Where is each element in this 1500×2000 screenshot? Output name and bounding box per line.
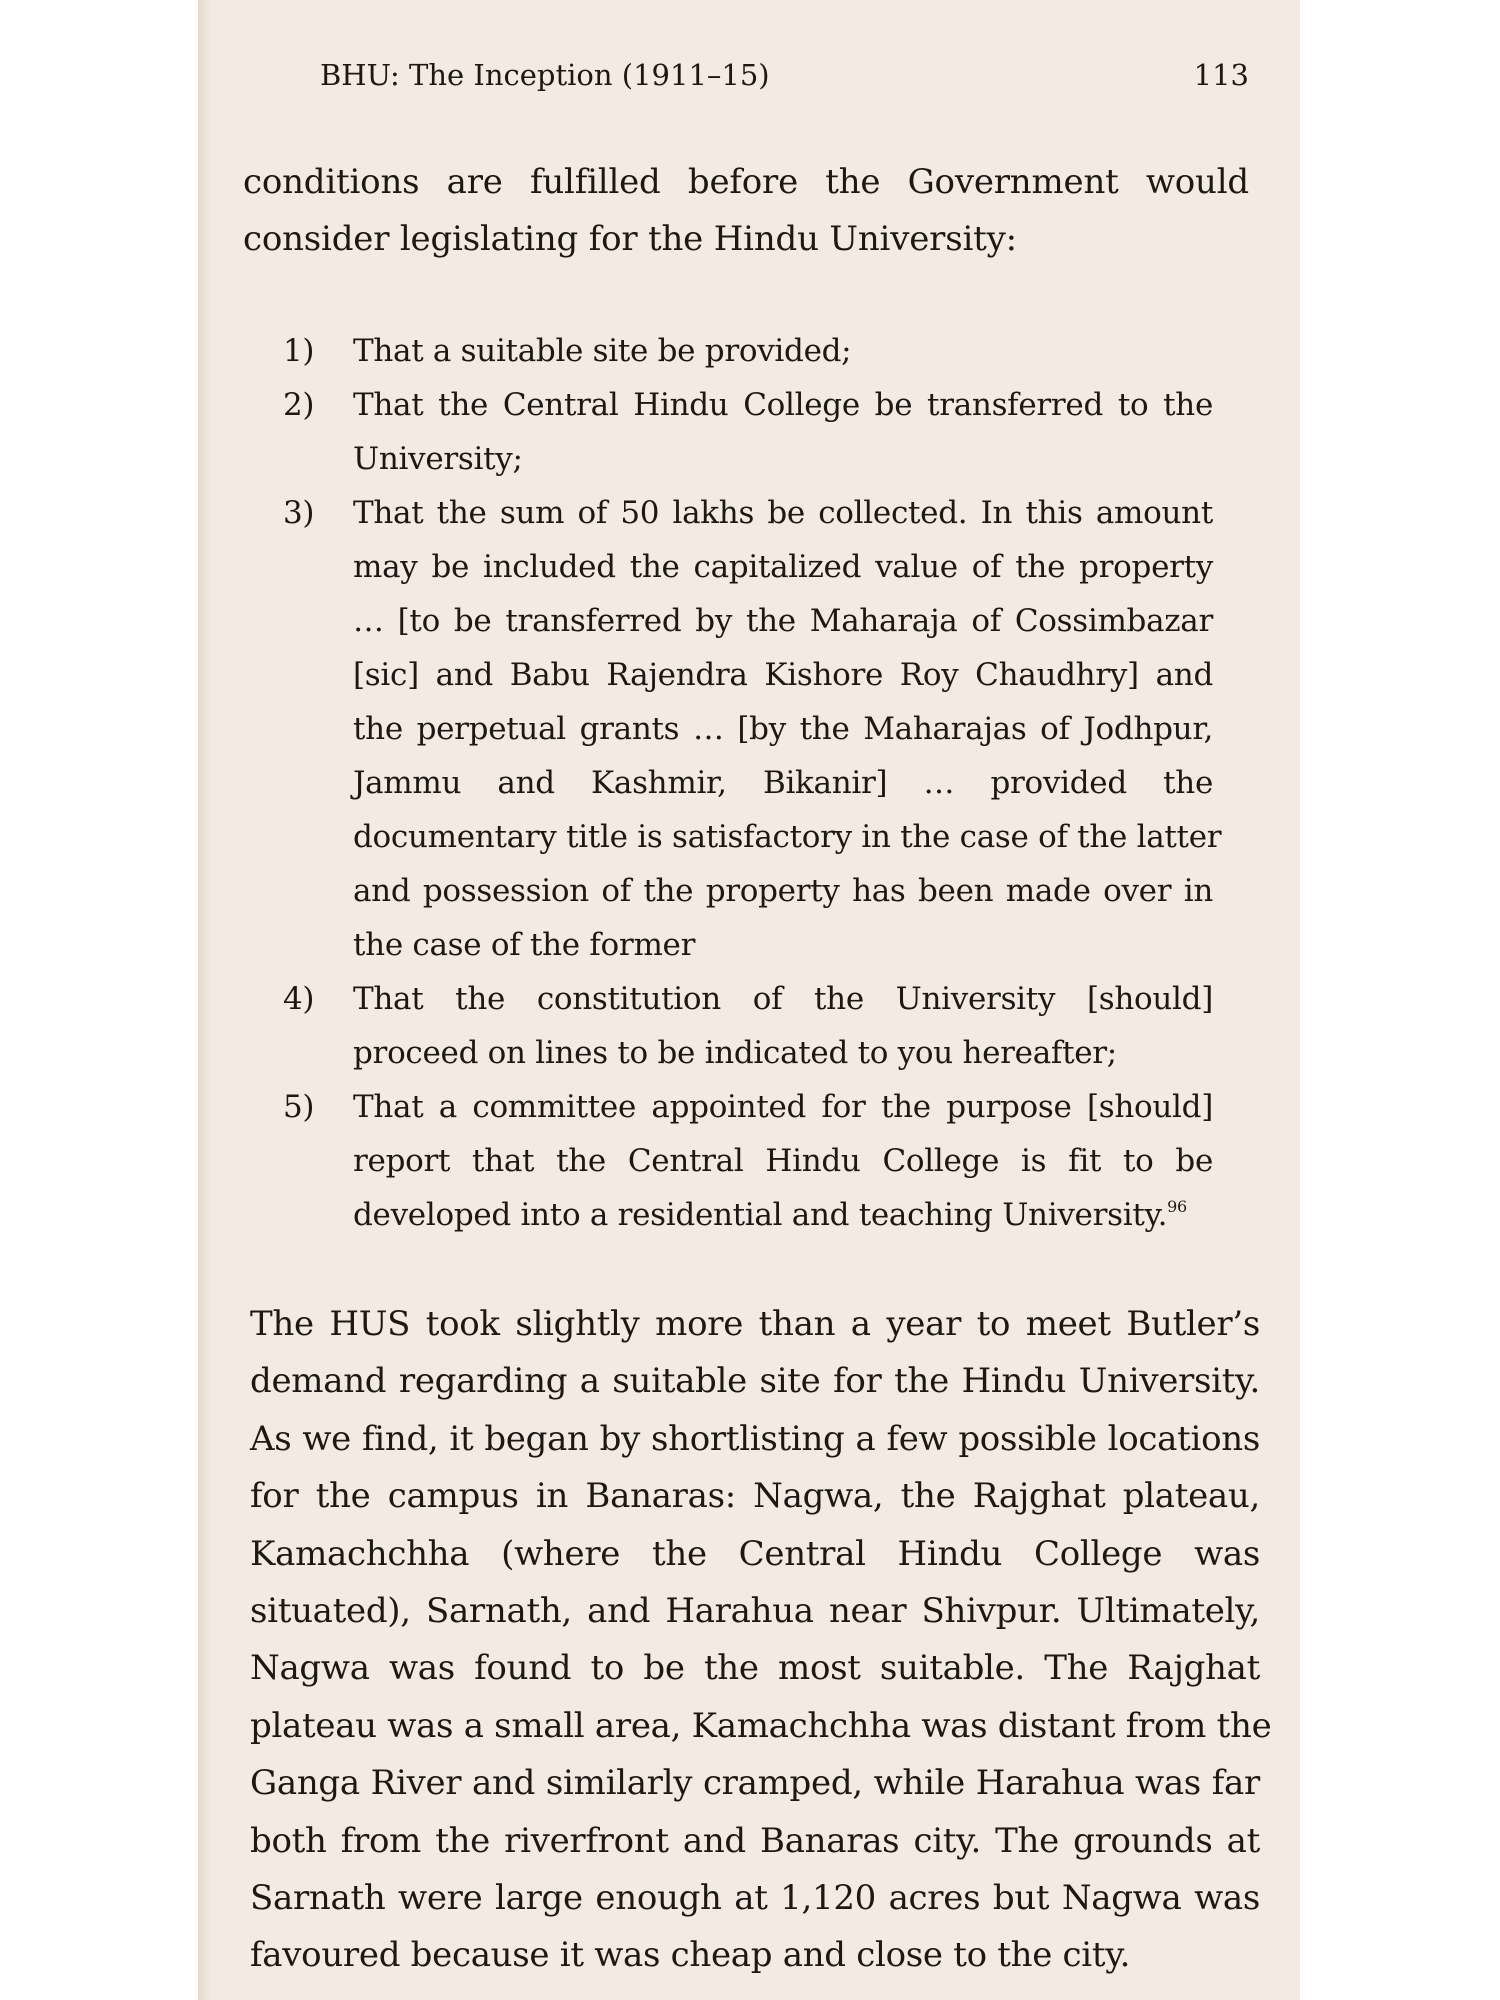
text-line: consider legislating for the Hindu University:	[243, 219, 1017, 259]
text-line: documentary title is satisfactory in the case of the latter	[353, 819, 1222, 855]
text-line: favoured because it was cheap and close to the city.	[250, 1935, 1131, 1976]
text-line: the case of the former	[353, 927, 696, 963]
list-number: 3)	[283, 495, 315, 531]
text-line: situated), Sarnath, and Harahua near Shivpur. Ultimately,	[250, 1591, 1260, 1632]
text-line: Nagwa was found to be the most suitable. The Rajghat	[250, 1648, 1260, 1689]
list-item	[283, 1080, 1213, 1242]
text-line: Sarnath were large enough at 1,120 acres but Nagwa was	[250, 1878, 1260, 1919]
list-number: 1)	[283, 333, 315, 369]
text-line: That the constitution of the University [should]	[353, 981, 1213, 1017]
text-line: As we find, it began by shortlisting a few possible locations	[250, 1418, 1260, 1459]
text-line: proceed on lines to be indicated to you hereafter;	[353, 1035, 1117, 1071]
list-item	[283, 378, 1213, 486]
list-item	[283, 972, 1213, 1080]
text-line: That a committee appointed for the purpose [should]	[353, 1089, 1213, 1125]
text-line: the perpetual grants … [by the Maharajas of Jodhpur,	[353, 711, 1213, 747]
text-line: and possession of the property has been made over in	[353, 873, 1213, 909]
text-line: conditions are fulfilled before the Government would	[243, 162, 1249, 202]
conditions-list	[283, 324, 1222, 1242]
intro-paragraph	[243, 154, 1249, 268]
text-line: demand regarding a suitable site for the Hindu University.	[250, 1361, 1260, 1402]
list-item-text	[353, 324, 1213, 378]
text-line: That the Central Hindu College be transferred to the	[353, 387, 1213, 423]
page-number: 113	[1193, 58, 1249, 92]
text-line: plateau was a small area, Kamachchha was distant from the	[250, 1705, 1272, 1746]
footnote-marker: 96	[1167, 1197, 1187, 1216]
list-item	[283, 324, 1213, 378]
text-line: That the sum of 50 lakhs be collected. In this amount	[353, 495, 1213, 531]
list-item	[283, 486, 1222, 972]
text-line	[353, 1188, 1213, 1242]
list-item-text	[353, 378, 1213, 486]
text-line: Ganga River and similarly cramped, while Harahua was far	[250, 1763, 1260, 1804]
list-item-text	[353, 972, 1213, 1080]
text-line: The HUS took slightly more than a year to meet Butler’s	[250, 1304, 1260, 1344]
text-line-content: developed into a residential and teaching University.	[353, 1197, 1168, 1233]
text-line: report that the Central Hindu College is fit to be	[353, 1143, 1213, 1179]
text-line: for the campus in Banaras: Nagwa, the Rajghat plateau,	[250, 1476, 1260, 1517]
list-number: 4)	[283, 981, 315, 1017]
list-number: 5)	[283, 1089, 315, 1125]
main-paragraph	[250, 1296, 1272, 1985]
text-line: University;	[353, 441, 523, 477]
list-number: 2)	[283, 387, 315, 423]
text-line: Jammu and Kashmir, Bikanir] … provided the	[353, 765, 1213, 801]
list-item-text	[353, 486, 1222, 972]
text-line: both from the riverfront and Banaras city. The grounds at	[250, 1820, 1260, 1861]
page-gutter-shadow	[198, 0, 212, 2000]
text-line: [sic] and Babu Rajendra Kishore Roy Chaudhry] and	[353, 657, 1213, 693]
page-header	[320, 58, 1258, 98]
list-item-text	[353, 1080, 1213, 1242]
text-line: may be included the capitalized value of the property	[353, 549, 1213, 585]
text-line: That a suitable site be provided;	[353, 333, 852, 369]
running-title: BHU: The Inception (1911–15)	[320, 58, 770, 92]
text-line: Kamachchha (where the Central Hindu College was	[250, 1533, 1260, 1574]
text-line: … [to be transferred by the Maharaja of Cossimbazar	[353, 603, 1213, 639]
